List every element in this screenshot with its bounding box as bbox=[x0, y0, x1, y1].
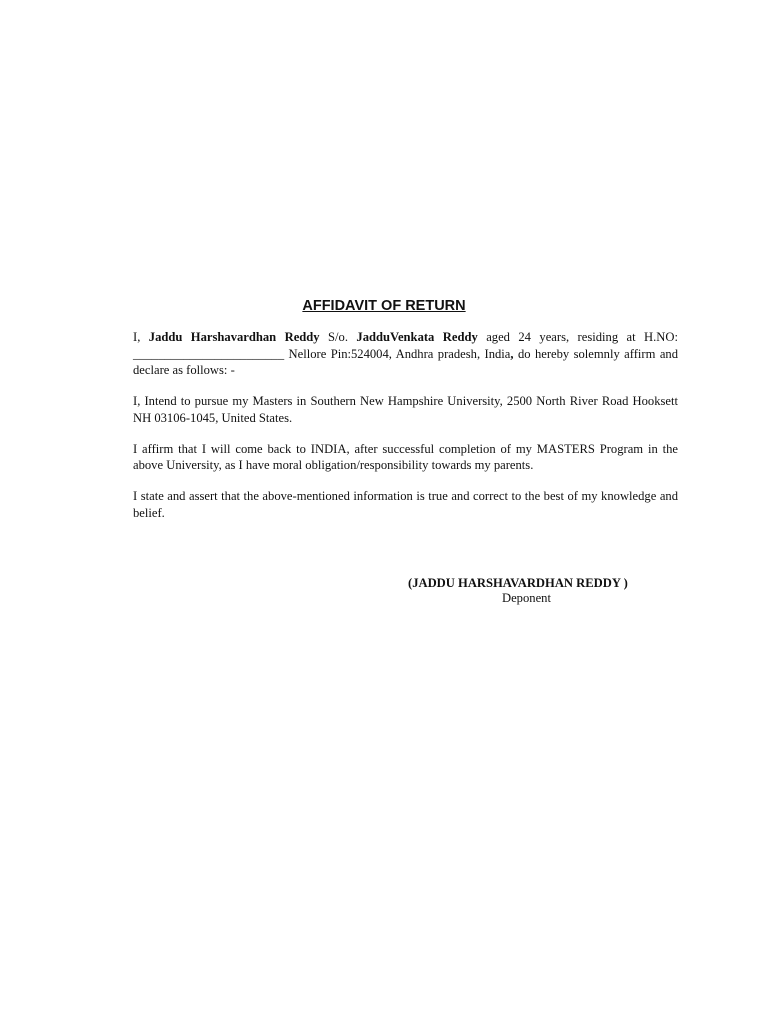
paragraph-intent: I, Intend to pursue my Masters in Southern New Hampshire University, 2500 North River Road Hooksett NH 03106-1045, United States. bbox=[133, 394, 678, 425]
document-body bbox=[133, 329, 678, 536]
para1-text-2: S/o. bbox=[319, 330, 357, 344]
signature-role: Deponent bbox=[502, 591, 551, 605]
para1-comma: , bbox=[510, 346, 514, 361]
deponent-name: Jaddu Harshavardhan Reddy bbox=[148, 330, 320, 344]
signature-name: (JADDU HARSHAVARDHAN REDDY ) bbox=[408, 576, 628, 590]
document-title: AFFIDAVIT OF RETURN bbox=[302, 298, 466, 314]
para1-text-3: aged 24 years, residing at H.NO: ________________________ Nellore Pin:524004, Andhra pradesh, India bbox=[133, 330, 678, 361]
para1-text-4: do hereby solemnly affirm and declare as follows: - bbox=[133, 346, 679, 377]
paragraph-assertion: I state and assert that the above-mentioned information is true and correct to the best of my knowledge and belief. bbox=[133, 489, 678, 520]
father-name: JadduVenkata Reddy bbox=[356, 330, 478, 344]
paragraph-declaration bbox=[133, 329, 678, 379]
paragraph-affirmation: I affirm that I will come back to INDIA, after successful completion of my MASTERS Program in the above University, as I have moral obligation/responsibility towards my parents. bbox=[133, 441, 678, 472]
para1-text-1: I, bbox=[133, 330, 149, 344]
